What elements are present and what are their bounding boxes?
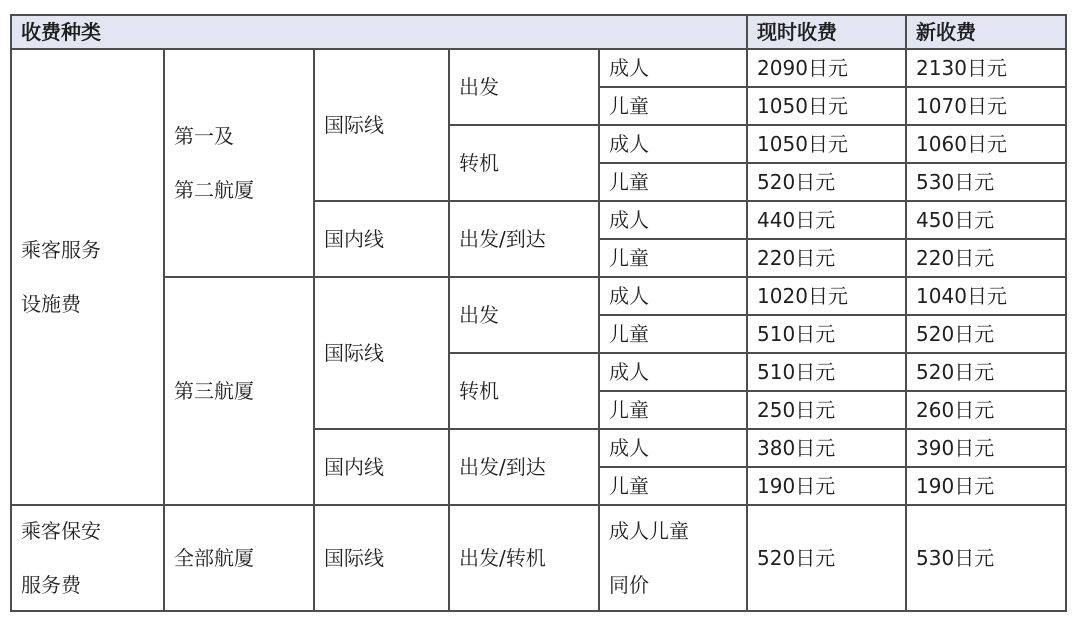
current-fee-cell: 2090日元 [747,49,906,87]
current-fee-cell: 250日元 [747,391,906,429]
movement-cell: 出发/到达 [449,429,599,505]
pax-cell: 成人 [599,353,747,391]
cell-line: 乘客保安 [21,518,101,543]
cell-line: 乘客服务 [21,237,101,262]
new-fee-cell: 530日元 [906,505,1066,611]
cell-line: 第一及 [174,123,234,148]
current-fee-cell: 440日元 [747,201,906,239]
new-fee-cell: 1040日元 [906,277,1066,315]
line-cell: 国际线 [314,49,449,201]
new-fee-cell: 2130日元 [906,49,1066,87]
fee-name-cell [11,505,164,611]
current-fee-cell: 220日元 [747,239,906,277]
cell-line: 成人儿童 [609,518,689,543]
movement-cell: 出发/到达 [449,201,599,277]
current-fee-cell: 520日元 [747,505,906,611]
current-fee-cell: 510日元 [747,353,906,391]
current-fee-cell: 520日元 [747,163,906,201]
line-cell: 国际线 [314,505,449,611]
pax-cell: 儿童 [599,87,747,125]
table-row [11,49,1066,87]
new-fee-cell: 1070日元 [906,87,1066,125]
table-header-row [11,15,1066,49]
line-cell: 国内线 [314,201,449,277]
pax-cell [599,505,747,611]
pax-cell: 成人 [599,429,747,467]
movement-cell: 出发 [449,49,599,125]
pax-cell: 儿童 [599,467,747,505]
pax-cell: 儿童 [599,239,747,277]
pax-cell: 儿童 [599,391,747,429]
line-cell: 国内线 [314,429,449,505]
terminal-cell: 第三航厦 [164,277,314,505]
cell-line: 设施费 [21,291,81,316]
new-fee-cell: 390日元 [906,429,1066,467]
new-fee-cell: 1060日元 [906,125,1066,163]
header-fee-category: 收费种类 [11,15,747,49]
current-fee-cell: 190日元 [747,467,906,505]
current-fee-cell: 380日元 [747,429,906,467]
table-row [11,277,1066,315]
terminal-cell [164,49,314,277]
new-fee-cell: 530日元 [906,163,1066,201]
new-fee-cell: 220日元 [906,239,1066,277]
pax-cell: 成人 [599,201,747,239]
fee-name-cell [11,49,164,505]
header-current-fee: 现时收费 [747,15,906,49]
table-row [11,505,1066,611]
new-fee-cell: 520日元 [906,315,1066,353]
pax-cell: 成人 [599,125,747,163]
cell-line: 第二航厦 [174,177,254,202]
current-fee-cell: 510日元 [747,315,906,353]
new-fee-cell: 260日元 [906,391,1066,429]
pax-cell: 成人 [599,49,747,87]
cell-line: 同价 [609,572,649,597]
movement-cell: 转机 [449,125,599,201]
pax-cell: 儿童 [599,163,747,201]
movement-cell: 转机 [449,353,599,429]
movement-cell: 出发 [449,277,599,353]
pax-cell: 成人 [599,277,747,315]
terminal-cell: 全部航厦 [164,505,314,611]
current-fee-cell: 1050日元 [747,125,906,163]
new-fee-cell: 190日元 [906,467,1066,505]
current-fee-cell: 1050日元 [747,87,906,125]
movement-cell: 出发/转机 [449,505,599,611]
cell-line: 服务费 [21,572,81,597]
pax-cell: 儿童 [599,315,747,353]
current-fee-cell: 1020日元 [747,277,906,315]
new-fee-cell: 450日元 [906,201,1066,239]
fee-table [10,14,1067,612]
header-new-fee: 新收费 [906,15,1066,49]
new-fee-cell: 520日元 [906,353,1066,391]
line-cell: 国际线 [314,277,449,429]
